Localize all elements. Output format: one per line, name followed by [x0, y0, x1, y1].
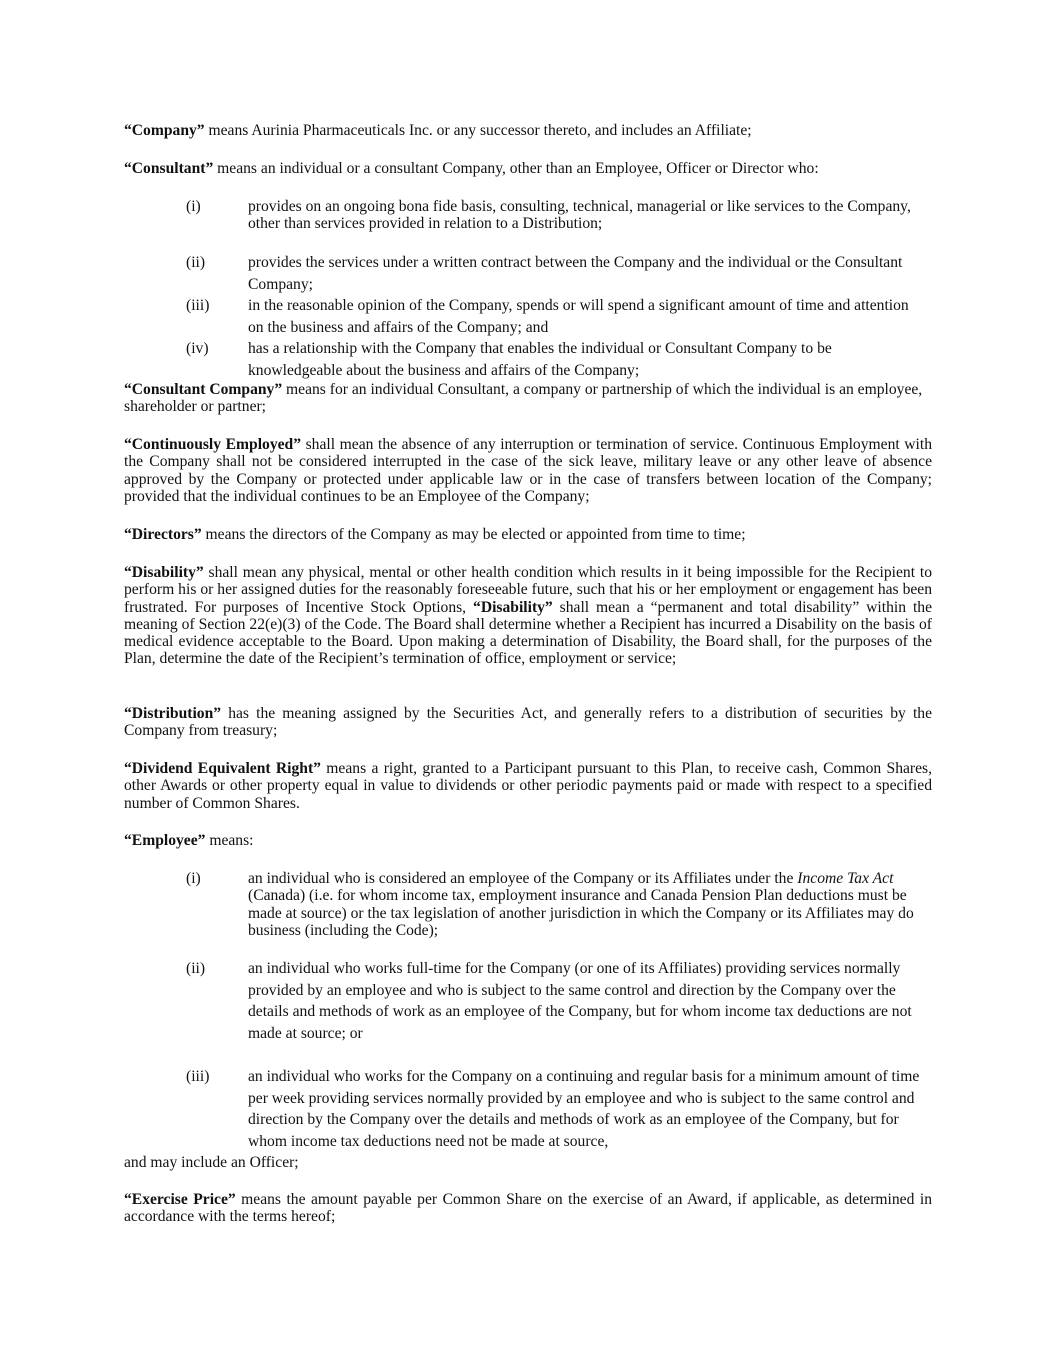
list-item-text: in the reasonable opinion of the Company, spends or will spend a significant amount of time and attention on the business and affairs of the Company; and — [248, 297, 909, 336]
definition-employee — [124, 832, 932, 849]
defined-term: “Dividend Equivalent Right” — [124, 760, 321, 777]
list-item-number: (ii) — [186, 960, 206, 977]
definition-directors — [124, 526, 932, 543]
list-item-number: (ii) — [186, 254, 206, 271]
defined-term: “Exercise Price” — [124, 1191, 236, 1208]
definition-company — [124, 122, 932, 139]
defined-term: “Distribution” — [124, 705, 222, 722]
definition-consultant-company — [124, 381, 932, 416]
list-item-text-part: (Canada) (i.e. for whom income tax, employment insurance and Canada Pension Plan deductions must be made at source) or the tax legislation of another jurisdiction in which the Company or its Affiliates may do business (including the Code); — [248, 887, 914, 939]
list-item-text-part: an individual who is considered an employee of the Company or its Affiliates under the — [248, 870, 798, 887]
definition-text: means an individual or a consultant Company, other than an Employee, Officer or Director who: — [213, 160, 819, 177]
definition-dividend-equivalent-right — [124, 760, 932, 812]
definition-text: means the directors of the Company as may be elected or appointed from time to time; — [201, 526, 746, 543]
list-item-number: (iv) — [186, 340, 209, 357]
definition-distribution — [124, 705, 932, 740]
definition-text: shall mean a “permanent and total disability” within the meaning of Section 22(e)(3) of the Code. The Board shall determine whether a Recipient has incurred a Disability on the basis of medical evidence acceptable to the Board. Upon making a determination of Disability, the Board shall, for the purposes of the Plan, determine the date of the Recipient’s termination of office, employment or service; — [124, 598, 933, 668]
defined-term: “Company” — [124, 122, 205, 139]
list-item-text: an individual who works full-time for the Company (or one of its Affiliates) providing services normally provided by an employee and who is subject to the same control and direction by the Company over the details and methods of work as an employee of the Company, but for whom income tax deductions are not made at source; or — [248, 960, 912, 1042]
definition-text: means a right, granted to a Participant pursuant to this Plan, to receive cash, Common Shares, other Awards or other property equal in value to dividends or other periodic payments paid or made with respect to a specified number of Common Shares. — [124, 760, 932, 812]
definition-text: shall mean the absence of any interruption or termination of service. Continuous Employment with the Company shall not be considered interrupted in the case of the sick leave, military leave or any other leave of absence approved by the Company or protected under applicable law or in the case of transfers between location of the Company; provided that the individual continues to be an Employee of the Company; — [124, 436, 933, 505]
definition-text: means the amount payable per Common Share on the exercise of an Award, if applicable, as determined in accordance with the terms hereof; — [124, 1191, 932, 1226]
defined-term: “Disability” — [124, 564, 204, 581]
defined-term: “Employee” — [124, 832, 206, 849]
list-item-number: (i) — [186, 198, 201, 215]
statute-title: Income Tax Act — [797, 870, 894, 887]
defined-term: “Disability” — [473, 598, 553, 616]
list-item-text: provides the services under a written contract between the Company and the individual or the Consultant Company; — [248, 254, 903, 293]
definition-consultant — [124, 160, 932, 177]
list-item-text: provides on an ongoing bona fide basis, consulting, technical, managerial or like services to the Company, other than services provided in relation to a Distribution; — [248, 198, 911, 233]
defined-term: “Consultant Company” — [124, 381, 283, 398]
list-item-text: has a relationship with the Company that enables the individual or Consultant Company to be knowledgeable about the business and affairs of the Company; — [248, 340, 832, 379]
definition-text: means: — [205, 832, 254, 849]
definition-exercise-price — [124, 1191, 932, 1226]
list-item-number: (iii) — [186, 297, 210, 314]
list-item-text — [248, 870, 928, 939]
list-item-number: (i) — [186, 870, 201, 887]
defined-term: “Continuously Employed” — [124, 436, 302, 453]
defined-term: “Consultant” — [124, 160, 214, 177]
definition-text: shall mean any physical, mental or other health condition which results in it being impossible for the Recipient to perform his or her assigned duties for the reasonably foreseeable future, such that his or her employment or engagement has been frustrated. For purposes of Incentive Stock Options, — [124, 564, 932, 616]
definition-disability — [124, 564, 932, 668]
list-item-number: (iii) — [186, 1068, 210, 1085]
definition-continuously-employed — [124, 436, 932, 505]
definition-text: means for an individual Consultant, a company or partnership of which the individual is an employee, shareholder or partner; — [124, 381, 923, 416]
definition-text: means Aurinia Pharmaceuticals Inc. or any successor thereto, and includes an Affiliate; — [204, 122, 752, 139]
list-item-text: an individual who works for the Company on a continuing and regular basis for a minimum amount of time per week providing services normally provided by an employee and who is subject to the same control and direction by the Company over the details and methods of work as an employee of the Company, but for whom income tax deductions need not be made at source, — [248, 1068, 920, 1150]
definition-text: has the meaning assigned by the Securities Act, and generally refers to a distribution of securities by the Company from treasury; — [124, 705, 932, 740]
defined-term: “Directors” — [124, 526, 202, 543]
employee-trailer: and may include an Officer; — [124, 1154, 299, 1171]
